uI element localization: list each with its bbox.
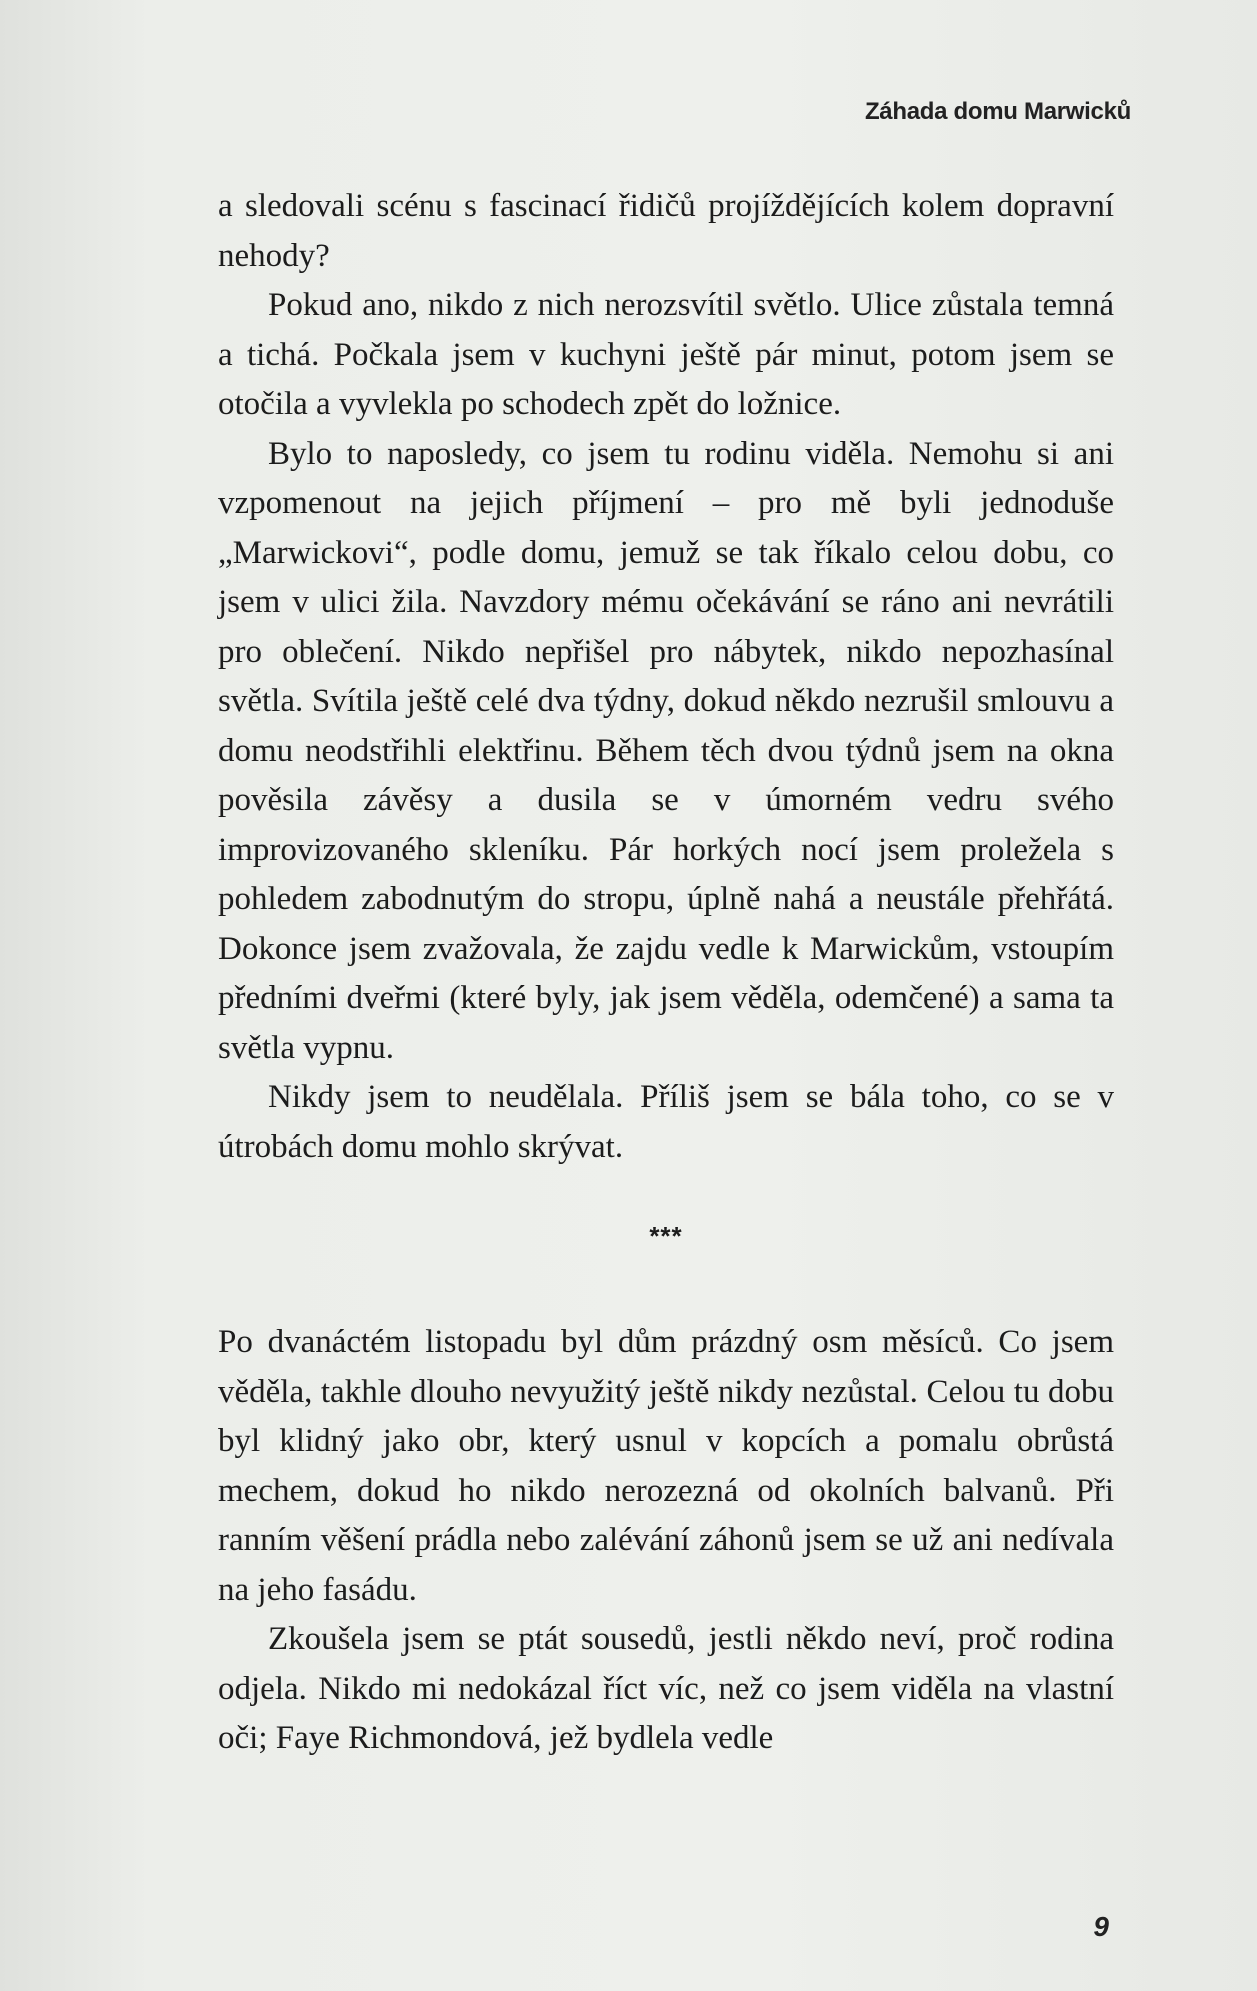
- paragraph: Zkoušela jsem se ptát sousedů, jestli někdo neví, proč rodina odjela. Nikdo mi nedokázal říct víc, než co jsem viděla na vlastní oči; Faye Richmondová, jež bydlela vedle: [218, 1621, 1114, 1756]
- paragraph: Bylo to naposledy, co jsem tu rodinu viděla. Nemohu si ani vzpomenout na jejich příjmení – pro mě byli jednoduše „Marwickovi“, podle domu, jemuž se tak říkalo celou dobu, co jsem v ulici žila. Navzdory mému očekávání se ráno ani nevrátili pro oblečení. Nikdo nepřišel pro nábytek, nikdo nepozhasínal světla. Svítila ještě celé dva týdny, dokud někdo nezrušil smlouvu a domu neodstřihli elektřinu. Během těch dvou týdnů jsem na okna pověsila závěsy a dusila se v úmorném vedru svého improvizovaného skleníku. Pár horkých nocí jsem proležela s pohledem zabodnutým do stropu, úplně nahá a neustále přehřátá. Dokonce jsem zvažovala, že zajdu vedle k Marwickům, vstoupím předními dveřmi (které byly, jak jsem věděla, odemčené) a sama ta světla vypnu.: [218, 435, 1114, 1066]
- paragraph: a sledovali scénu s fascinací řidičů projíždějících kolem dopravní nehody?: [218, 188, 1114, 274]
- paragraph: Po dvanáctém listopadu byl dům prázdný osm měsíců. Co jsem věděla, takhle dlouho nevyužitý ještě nikdy nezůstal. Celou tu dobu byl klidný jako obr, který usnul v kopcích a pomalu obrůstá mechem, dokud ho nikdo nerozezná od okolních balvanů. Při ranním věšení prádla nebo zalévání záhonů jsem se už ani nedívala na jeho fasádu.: [218, 1324, 1114, 1608]
- body-text: [218, 182, 1114, 1764]
- paragraph: Pokud ano, nikdo z nich nerozsvítil světlo. Ulice zůstala temná a tichá. Počkala jsem v kuchyni ještě pár minut, potom jsem se otočila a vyvlekla po schodech zpět do ložnice.: [218, 287, 1114, 422]
- page-number: 9: [1093, 1911, 1109, 1942]
- running-header: Záhada domu Marwicků: [864, 98, 1131, 125]
- section-separator: ***: [649, 1221, 683, 1251]
- paragraph: Nikdy jsem to neudělala. Příliš jsem se bála toho, co se v útrobách domu mohlo skrývat.: [218, 1079, 1114, 1165]
